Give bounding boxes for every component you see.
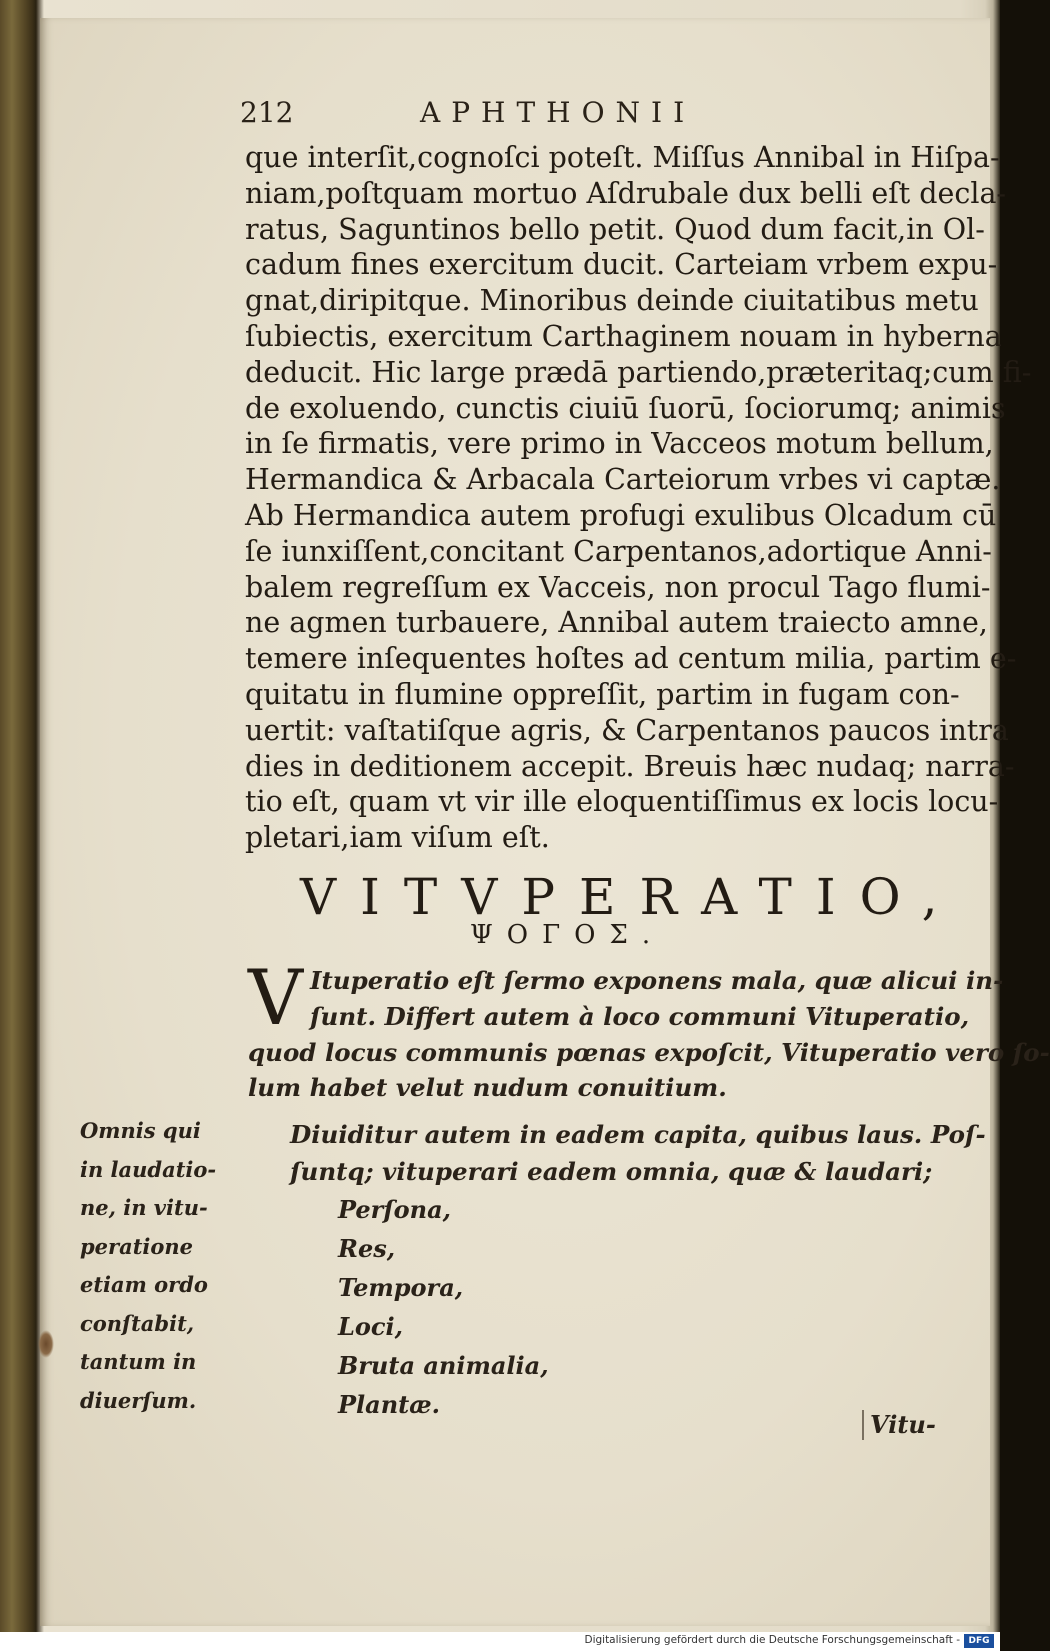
text-line: niam,poſtquam mortuo Aſdrubale dux belli eſt decla- [245,176,1007,210]
drop-cap: V [248,953,303,1042]
text-line: ſe iunxiſſent,concitant Carpentanos,adortique Anni- [245,534,992,568]
text-line: deducit. Hic large prædā partiendo,præteritaq;cum fi- [245,355,1032,389]
text-line: uertit: vaſtatiſque agris, & Carpentanos paucos intra [245,713,1009,747]
marginal-note [80,1112,250,1420]
text-line: ſunt. Differt autem à loco communi Vituperatio, [310,1001,970,1031]
text-line: ne agmen turbauere, Annibal autem traiecto amne, [245,606,988,640]
text-line: ſuntq; vituperari eadem omnia, quæ & laudari; [290,1157,933,1186]
text-line: ſubiectis, exercitum Carthaginem nouam in hyberna [245,319,1002,353]
list-item: Plantæ. [338,1390,440,1419]
division-paragraph [290,1116,986,1190]
narrative-text [245,140,1032,856]
text-line: Ab Hermandica autem profugi exulibus Olcadum cū [245,498,997,532]
text-line: que interſit,cognoſci poteſt. Miſſus Annibal in Hiſpa- [245,141,1000,174]
list-item: Bruta animalia, [338,1351,549,1380]
dfg-logo-icon: DFG [964,1634,994,1648]
footer-credit: Digitalisierung gefördert durch die Deutsche Forschungsgemeinschaft - [584,1634,960,1646]
marginal-line: tantum in [80,1349,197,1374]
marginal-line: conſtabit, [80,1310,195,1336]
marginal-line: ne, in vitu- [80,1195,208,1220]
text-line: Diuiditur autem in eadem capita, quibus laus. Poſ- [290,1120,986,1149]
marginal-line: etiam ordo [80,1272,208,1297]
marginal-line: peratione [80,1233,194,1259]
marginal-line: Omnis qui [80,1118,201,1143]
text-line: in ſe firmatis, vere primo in Vacceos motum bellum, [245,427,994,461]
text-line: dies in deditionem accepit. Breuis hæc nudaq; narra- [245,749,1015,783]
page-header [240,96,940,132]
list-item: Res, [338,1234,396,1263]
catchword-divider [862,1410,864,1440]
section-title: VITVPERATIO, [300,868,962,926]
text-line: ratus, Saguntinos bello petit. Quod dum facit,in Ol- [245,212,985,246]
text-line: balem regreſſum ex Vacceis, non procul Tago flumi- [245,570,991,604]
text-line: Hermandica & Arbacala Carteiorum vrbes vi captæ. [245,463,1001,497]
text-line: Ituperatio eſt ſermo exponens mala, quæ alicui in- [310,966,1004,995]
text-line: cadum fines exercitum ducit. Carteiam vrbem expu- [245,248,998,282]
binding-ornament-icon [38,1330,54,1358]
text-line: lum habet velut nudum conuitium. [248,1073,727,1103]
text-line: temere inſequentes hoſtes ad centum milia, partim e- [245,642,1017,676]
list-item: Tempora, [338,1273,464,1302]
section-subtitle-greek: ΨΟΓΟΣ. [470,920,665,950]
catchword: Vitu- [870,1410,936,1439]
list-item: Perſona, [338,1195,452,1224]
definition-paragraph [248,953,1050,1105]
page-number: 212 [240,96,294,129]
topics-list [338,1190,549,1424]
text-line: tio eſt, quam vt vir ille eloquentiſſimus ex locis locu- [245,785,999,819]
marginal-line: diuerſum. [80,1387,197,1413]
text-line: gnat,diripitque. Minoribus deinde ciuitatibus metu [245,284,979,318]
text-line: quitatu in flumine oppreſſit, partim in fugam con- [245,677,960,711]
marginal-line: in laudatio- [80,1156,217,1182]
text-line: de exoluendo, cunctis ciuiū ſuorū, ſociorumq; animis [245,391,1006,425]
list-item: Loci, [338,1312,403,1341]
running-head: APHTHONII [420,96,696,129]
text-line: quod locus communis pœnas expoſcit, Vituperatio vero ſo- [248,1037,1050,1067]
text-line: pletari,iam viſum eſt. [245,821,550,855]
digitization-footer [0,1632,1000,1651]
